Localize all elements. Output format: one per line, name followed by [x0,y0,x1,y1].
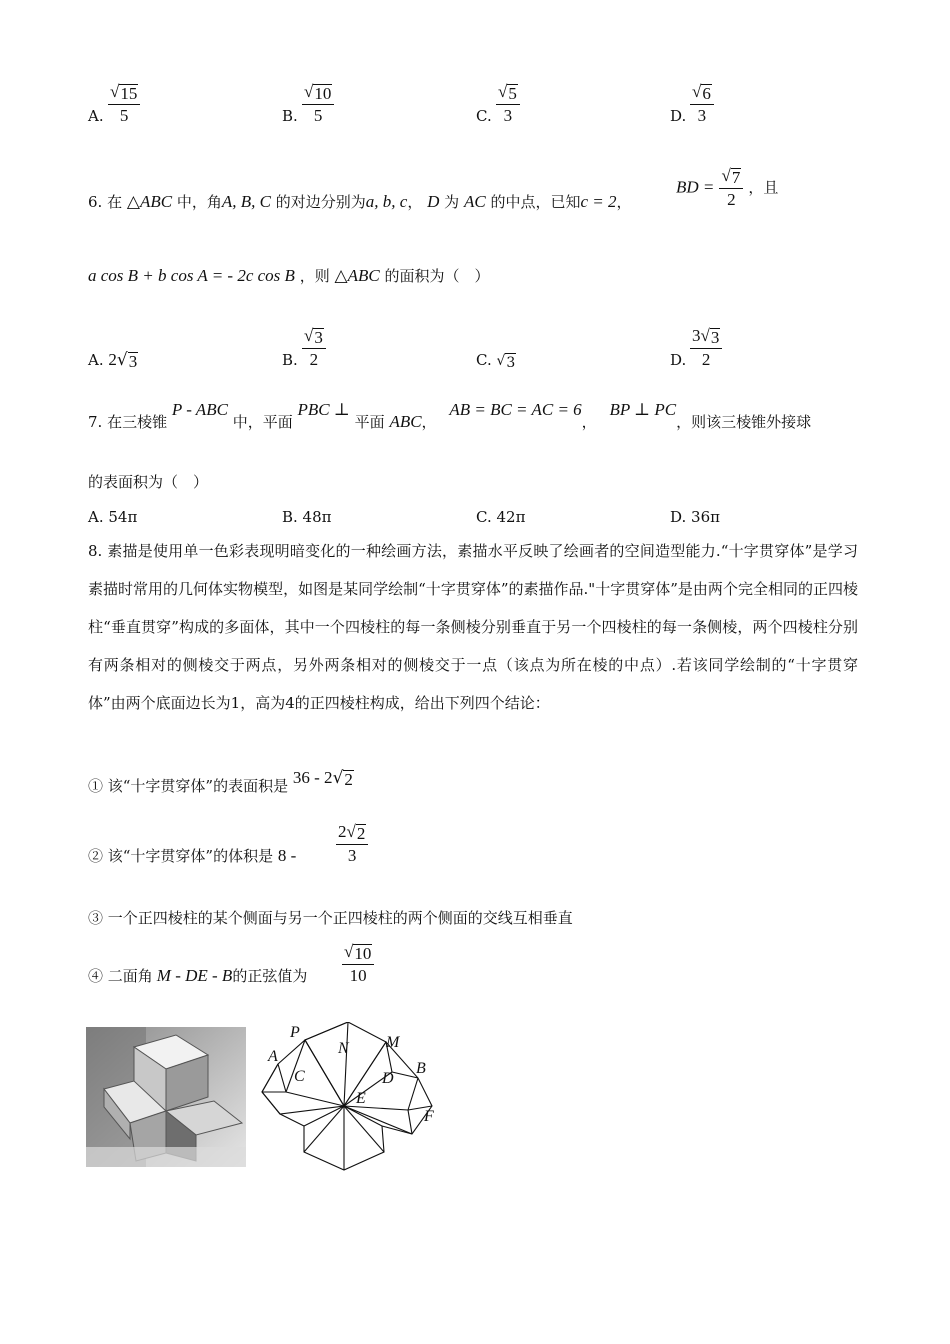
q5-option-d: D. [670,107,687,125]
q7-line1: 7. 在三棱锥 P - ABC 中，平面 PBC ⊥ 平面 ABC， AB = BC = AC = 6， BP ⊥ PC，则该三棱锥外接球 [88,400,812,431]
q8-conclusion-2: ② 该“十字贯穿体”的体积是 8 - [88,846,297,865]
q6-option-b: B. [282,351,298,369]
q5-option-b-frac: √ 10 5 [302,82,334,126]
q8-conclusion-1: ① 该“十字贯穿体”的表面积是 36 - 2 √ 2 [88,768,353,795]
q6-bd-expression: BD = √ 7 2 ，且 [676,166,779,209]
label-d: D [382,1070,394,1087]
q5-option-a: A. [88,107,104,125]
label-c: C [294,1068,305,1085]
q6-option-d: D. [670,351,687,369]
q6-option-d-frac: 3 √ 3 2 [690,326,722,370]
q8-paragraph: 8. 素描是使用单一色彩表现明暗变化的一种绘画方法，素描水平反映了绘画者的空间造型能力.“十字贯穿体”是学习素描时常用的几何体实物模型，如图是某同学绘制“十字贯穿体”的素描作品."十字贯穿体”是由两个完全相同的正四棱柱“垂直贯穿”构成的多面体，其中一个四棱柱的每一条侧棱分别垂直于另一个四棱柱的每一条侧棱，两个四棱柱分别有两条相对的侧棱交于两点，另外两条相对的侧棱交于一点（该点为所在棱的中点）.若该同学绘制的“十字贯穿体”由两个底面边长为1，高为4的正四棱柱构成，给出下列四个结论： [88,542,858,712]
q8-conclusion-2-frac: 2 √ 2 3 [336,822,368,866]
q8-conclusion-3: ③ 一个正四棱柱的某个侧面与另一个正四棱柱的两个侧面的交线互相垂直 [88,909,573,927]
q6-line1: 6. 在 △ABC 中，角A, B, C 的对边分别为a, b, c， D 为 AC 的中点，已知c = 2， [88,192,632,211]
q8-conclusion-4: ④ 二面角 M - DE - B的正弦值为 [88,966,308,985]
q6-line2: a cos B + b cos A = - 2c cos B ，则 △ABC 的面积为（ ） [88,266,490,285]
q6-option-a: A. 2 √ 3 [88,350,138,371]
label-a: A [268,1048,278,1065]
q5-option-a-frac: √ 15 5 [108,82,140,126]
q5-option-c-frac: √ 5 3 [496,82,520,126]
q7-line2: 的表面积为（ ） [88,473,209,491]
q7-option-d: D. 36π [670,508,720,526]
q5-option-b: B. [282,107,298,125]
q5-option-c: C. [476,107,492,125]
q7-option-c: C. 42π [476,508,526,526]
label-p: P [290,1024,300,1041]
cross-prism-diagram [258,1022,448,1174]
sketch-image [86,1027,246,1167]
q8-conclusion-4-frac: √ 10 10 [342,942,374,986]
label-m: M [386,1034,400,1051]
label-f: F [424,1108,434,1125]
q6-option-b-frac: √ 3 2 [302,326,326,370]
q7-option-a: A. 54π [88,508,138,526]
q5-option-d-frac: √ 6 3 [690,82,714,126]
q6-option-c: C. √ 3 [476,351,516,371]
label-b: B [416,1060,426,1077]
label-n: N [338,1040,349,1057]
label-e: E [356,1090,366,1107]
q7-option-b: B. 48π [282,508,332,526]
